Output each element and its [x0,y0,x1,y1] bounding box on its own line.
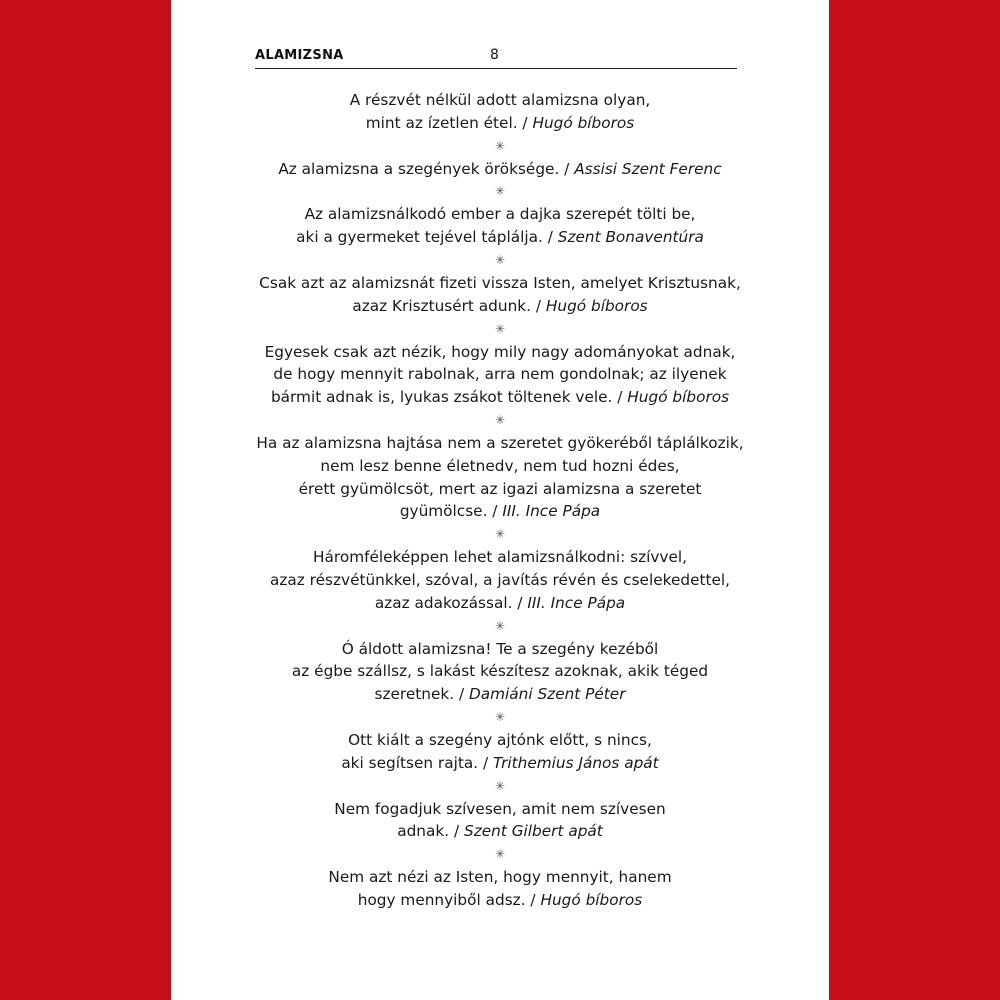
quote-text: Ott kiált a szegény ajtónk előtt, s nincs, [348,730,652,749]
quote-line [211,158,789,181]
quote-author: Hugó bíboros [545,296,648,315]
quote-line [211,363,789,386]
quote-text: Egyesek csak azt nézik, hogy mily nagy adományokat adnak, [264,342,736,361]
quote-line [211,112,789,135]
quote-line [211,752,789,775]
quote-text: mint az ízetlen étel. / [365,113,533,132]
asterisk-separator-icon: ✳ [494,618,506,633]
quote-text: hogy mennyiből adsz. / [357,890,541,909]
quote-line [211,455,789,478]
quote [211,729,789,775]
asterisk-separator-icon: ✳ [494,527,506,542]
quote-line [211,546,789,569]
quote-text: azaz adakozással. / [374,593,528,612]
quote-line [211,866,789,889]
quote-line [211,89,789,112]
quote-line [211,569,789,592]
asterisk-separator-icon: ✳ [494,252,506,267]
quote [211,432,789,523]
quote-text: nem lesz benne életnedv, nem tud hozni édes, [320,456,680,475]
quote-line [211,386,789,409]
quote-text: Ha az alamizsna hajtása nem a szeretet gyökeréből táplálkozik, [256,433,744,452]
asterisk-separator-icon: ✳ [494,321,506,336]
quote-line [211,729,789,752]
quote-text: aki segítsen rajta. / [341,753,493,772]
quote-text: az égbe szállsz, s lakást készítesz azoknak, akik téged [291,662,709,681]
quote-text: Az alamizsnálkodó ember a dajka szerepét tölti be, [304,205,696,224]
quote-line [211,295,789,318]
quote-text: szeretnek. / [374,685,469,704]
quote-line [211,226,789,249]
quote-line [211,432,789,455]
quote-text: Nem fogadjuk szívesen, amit nem szívesen [334,799,666,818]
quote-line [211,500,789,523]
page-header [255,46,737,69]
quote-line [211,203,789,226]
running-title: ALAMIZSNA [255,48,344,63]
asterisk-separator-icon: ✳ [494,847,506,862]
quote [211,89,789,135]
quote-author: Hugó bíboros [532,113,635,132]
asterisk-separator-icon: ✳ [494,709,506,724]
quote-text: Csak azt az alamizsnát fizeti vissza Isten, amelyet Krisztusnak, [259,273,741,292]
quote-author: III. Ince Pápa [527,593,626,612]
quote-text: A részvét nélkül adott alamizsna olyan, [349,91,651,109]
quote-line [211,660,789,683]
quote-line [211,638,789,661]
quote-text: Nem azt nézi az Isten, hogy mennyit, hanem [328,868,672,887]
quote-text: érett gyümölcsöt, mert az igazi alamizsna a szeretet [298,479,702,498]
quote-text: azaz részvétünkkel, szóval, a javítás révén és cselekedettel, [269,570,730,589]
book-page [171,0,829,1000]
quote [211,272,789,318]
asterisk-separator-icon: ✳ [494,184,506,199]
quote-line [211,820,789,843]
quote-line [211,478,789,501]
quote-text: azaz Krisztusért adunk. / [352,296,546,315]
quote [211,638,789,706]
quote-author: Trithemius János apát [492,753,659,772]
quote-line [211,592,789,615]
quote-line [211,272,789,295]
quote-line [211,341,789,364]
quote-author: Szent Gilbert apát [463,822,603,841]
quote-author: Hugó bíboros [540,890,643,909]
quote-text: aki a gyermeket tejével táplálja. / [296,228,558,247]
quote-list [211,89,789,912]
quote [211,798,789,844]
quote-author: Hugó bíboros [627,388,730,407]
quote [211,866,789,912]
quote-text: Háromféleképpen lehet alamizsnálkodni: szívvel, [313,548,687,567]
quote-line [211,889,789,912]
asterisk-separator-icon: ✳ [494,138,506,153]
quote [211,341,789,409]
quote [211,546,789,614]
quote [211,158,789,181]
asterisk-separator-icon: ✳ [494,412,506,427]
quote-text: Ó áldott alamizsna! Te a szegény kezéből [341,639,659,658]
quote-text: adnak. / [397,822,464,841]
quote-text: gyümölcse. / [399,502,503,521]
quote-author: Szent Bonaventúra [557,228,704,247]
quote-line [211,798,789,821]
quote-text: Az alamizsna a szegények öröksége. / [278,159,575,178]
asterisk-separator-icon: ✳ [494,778,506,793]
quote-text: bármit adnak is, lyukas zsákot töltenek vele. / [270,388,628,407]
quote-text: de hogy mennyit rabolnak, arra nem gondolnak; az ilyenek [273,365,727,384]
quote [211,203,789,249]
page-number: 8 [490,47,499,63]
quote-author: Damiáni Szent Péter [468,685,626,704]
quote-author: III. Ince Pápa [502,502,601,521]
quote-line [211,683,789,706]
quote-author: Assisi Szent Ferenc [574,159,722,178]
